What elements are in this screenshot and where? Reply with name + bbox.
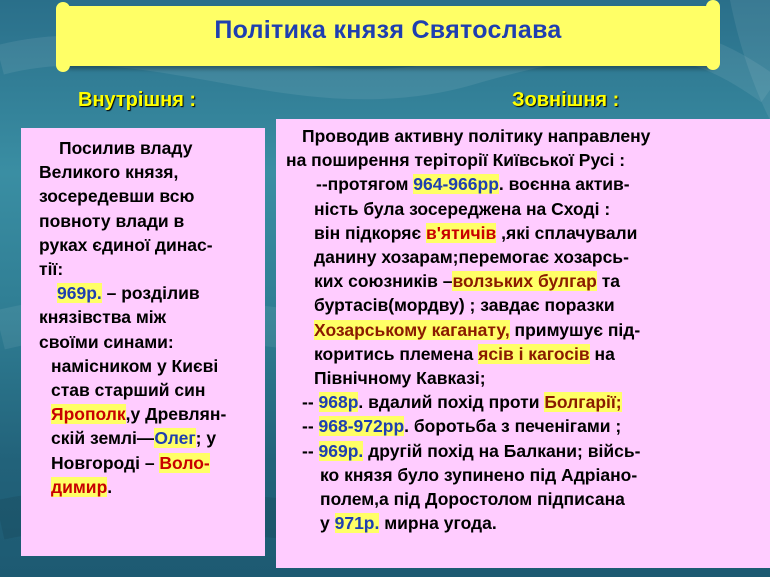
text-line bbox=[39, 426, 226, 450]
page-title: Політика князя Святослава bbox=[214, 15, 562, 44]
year-highlight: 968р bbox=[318, 392, 359, 413]
text-span: коритись племена bbox=[314, 343, 479, 364]
text-span: Новгороді – bbox=[51, 452, 160, 473]
text-line: на поширення теріторії Київської Русі : bbox=[286, 150, 626, 171]
text-span: мирна угода. bbox=[379, 513, 497, 534]
text-line bbox=[286, 221, 650, 245]
text-line: князівства між bbox=[39, 307, 167, 328]
text-line bbox=[39, 402, 226, 426]
name-highlight: волзьких булгар bbox=[452, 271, 597, 292]
text-span: -- bbox=[302, 392, 319, 413]
text-span: . вдалий похід проти bbox=[358, 392, 545, 413]
text-line bbox=[286, 318, 650, 342]
external-policy-panel bbox=[276, 119, 770, 568]
name-highlight: димир bbox=[51, 476, 108, 497]
text-span: у bbox=[320, 513, 335, 534]
text-line bbox=[286, 390, 650, 414]
text-span: він підкоряє bbox=[314, 222, 427, 243]
text-line bbox=[39, 451, 226, 475]
text-line: Посилив владу bbox=[59, 138, 193, 158]
text-line: повноту влади в bbox=[39, 210, 185, 231]
text-line: буртасів(мордву) ; завдає поразки bbox=[314, 295, 615, 316]
text-span: – розділив bbox=[101, 283, 200, 304]
text-line: своїми синами: bbox=[39, 331, 174, 352]
text-line bbox=[39, 475, 226, 499]
heading-internal: Внутрішня : bbox=[78, 89, 197, 111]
text-line: руках єдиної динас- bbox=[39, 234, 213, 255]
banner-scroll-left bbox=[56, 2, 70, 72]
year-highlight: 971р. bbox=[334, 513, 380, 534]
text-span: ,які сплачували bbox=[496, 222, 638, 243]
name-highlight: Воло- bbox=[159, 452, 210, 473]
text-line: Проводив активну політику направлену bbox=[302, 126, 651, 146]
text-span: . воєнна актив- bbox=[498, 174, 630, 195]
name-highlight: Болгарії; bbox=[544, 392, 622, 413]
text-line bbox=[286, 511, 650, 535]
text-line bbox=[286, 172, 650, 196]
text-span: -- bbox=[302, 440, 319, 461]
year-highlight: 964-966рр bbox=[413, 174, 499, 195]
name-highlight: Ярополк bbox=[51, 404, 126, 425]
year-highlight: 969р. bbox=[318, 440, 364, 461]
text-line bbox=[286, 414, 650, 438]
text-span: -- bbox=[302, 416, 319, 437]
text-line: ність була зосереджена на Сході : bbox=[314, 198, 611, 219]
text-span: --протягом bbox=[316, 174, 414, 195]
text-line: Великого князя, bbox=[39, 162, 179, 183]
text-line bbox=[286, 342, 650, 366]
text-line bbox=[286, 269, 650, 293]
text-line: полем,а під Доростолом підписана bbox=[320, 489, 625, 510]
text-span: ,у Древлян- bbox=[125, 404, 227, 425]
text-line: намісником у Києві bbox=[51, 355, 219, 376]
text-span: другій похід на Балкани; війсь- bbox=[363, 440, 641, 461]
year-highlight: 969р. bbox=[57, 283, 102, 304]
text-line: зосередевши всю bbox=[39, 186, 195, 207]
year-highlight: 968-972рр bbox=[318, 416, 405, 437]
text-span: скій землі— bbox=[51, 428, 155, 449]
title-banner bbox=[62, 6, 714, 66]
text-line: ко князя було зупинено під Адріано- bbox=[320, 464, 638, 485]
heading-external: Зовнішня : bbox=[512, 89, 620, 111]
text-span: . боротьба з печенігами ; bbox=[404, 416, 622, 437]
text-span: ких союзників – bbox=[314, 271, 453, 292]
text-span: на bbox=[589, 343, 615, 364]
banner-scroll-right bbox=[706, 0, 720, 70]
name-highlight: ясів і кагосів bbox=[478, 343, 590, 364]
name-highlight: в'ятичів bbox=[426, 222, 497, 243]
text-line: тії: bbox=[39, 259, 64, 280]
text-span: . bbox=[107, 476, 113, 497]
text-span: та bbox=[596, 271, 621, 292]
text-line bbox=[286, 439, 650, 463]
name-highlight: Хозарському каганату, bbox=[314, 319, 510, 340]
text-span: ; у bbox=[195, 428, 217, 449]
text-line bbox=[39, 281, 226, 305]
text-line: став старший син bbox=[51, 380, 206, 401]
text-line: данину хозарам;перемогає хозарсь- bbox=[314, 247, 629, 268]
text-span: примушує під- bbox=[509, 319, 641, 340]
text-line: Північному Кавказі; bbox=[314, 368, 486, 389]
internal-policy-panel bbox=[21, 128, 265, 556]
name-highlight: Олег bbox=[154, 428, 196, 449]
